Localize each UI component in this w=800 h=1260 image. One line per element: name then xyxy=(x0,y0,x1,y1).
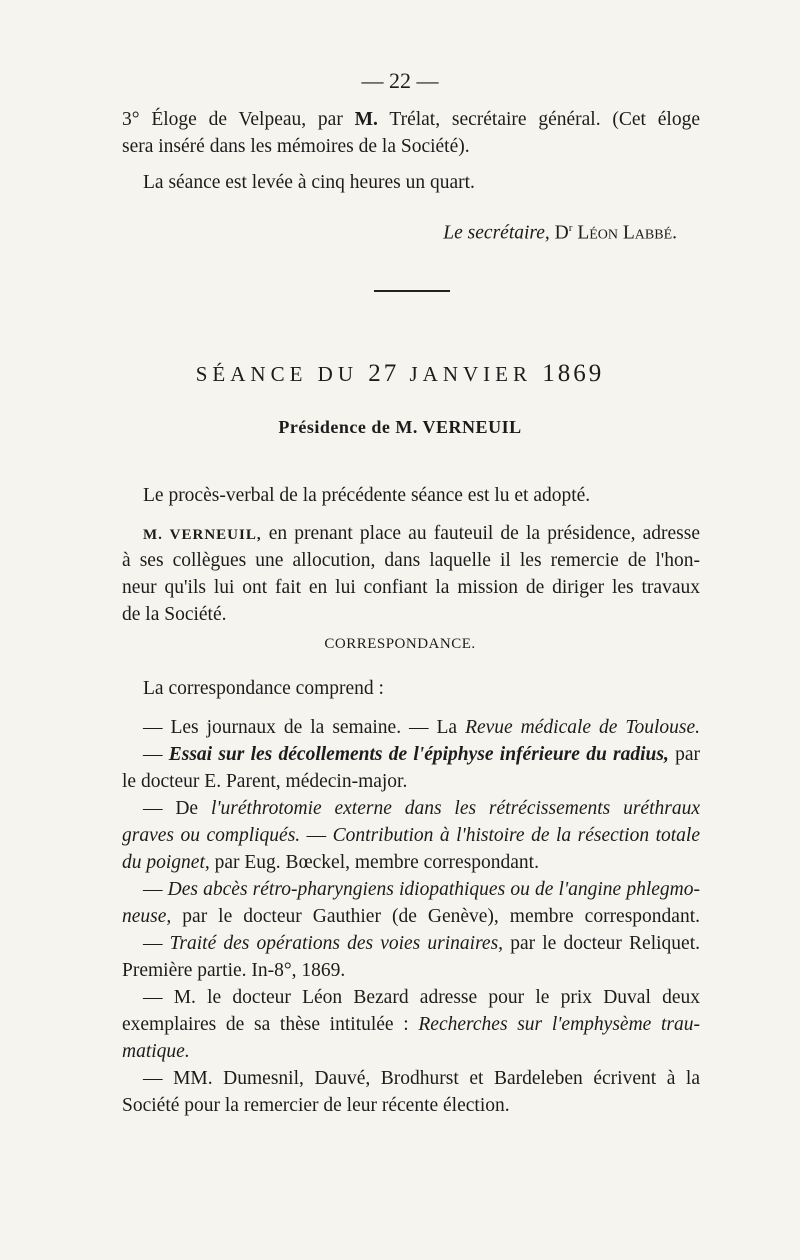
session-heading-prefix: SÉANCE DU xyxy=(195,362,369,386)
corr-item-5-line-1 xyxy=(143,931,700,957)
session-heading xyxy=(0,360,800,388)
corr-item-1-title: Revue médicale de Toulouse. xyxy=(465,717,701,738)
eloge-text-cont: Trélat, secrétaire général. (Cet éloge xyxy=(377,109,700,130)
corr-item-6-line-3: matique. xyxy=(122,1041,190,1062)
corr-item-7-line-2: Société pour la remercier de leur récente élection. xyxy=(122,1095,510,1116)
correspondance-intro: La correspondance comprend : xyxy=(143,678,384,699)
corr-item-1-text: — Les journaux de la semaine. — La xyxy=(143,717,466,738)
corr-item-6-title: Recherches sur l'emphysème trau- xyxy=(418,1014,700,1035)
page-number: — 22 — xyxy=(361,68,439,93)
corr-item-2-line-1 xyxy=(143,742,700,768)
verneuil-text-1: en prenant place au fauteuil de la présidence, adresse xyxy=(261,523,700,544)
corr-item-5-title: Traité des opérations des voies urinaires, xyxy=(169,933,504,954)
corr-item-6-text: exemplaires de sa thèse intitulée : xyxy=(122,1014,419,1035)
session-heading-day: 27 xyxy=(368,360,400,387)
corr-item-4-author: par le docteur Gauthier (de Genève), membre correspondant. xyxy=(171,906,700,927)
eloge-text: Éloge de Velpeau, par xyxy=(151,109,355,130)
verneuil-line-1 xyxy=(143,521,700,548)
secretaire-dr-sup: r xyxy=(568,222,573,234)
corr-item-3-title-2: Contribution à l'histoire de la résection totale xyxy=(332,825,700,846)
presidence-line: Présidence de M. VERNEUIL xyxy=(278,417,522,437)
corr-item-3-line-1 xyxy=(143,796,700,822)
section-divider xyxy=(374,290,450,292)
corr-item-3-dash: — De xyxy=(143,798,211,819)
corr-item-4-dash: — xyxy=(143,879,168,900)
verneuil-line-4: de la Société. xyxy=(122,604,227,625)
corr-item-2-title: Essai sur les décollements de l'épiphyse inférieure du radius, xyxy=(168,744,669,765)
corr-item-3-line-3 xyxy=(122,850,700,876)
corr-item-5-dash: — xyxy=(143,933,170,954)
corr-item-7-line-1: — MM. Dumesnil, Dauvé, Brodhurst et Bardeleben écrivent à la xyxy=(143,1068,700,1089)
corr-item-3-title: l'uréthrotomie externe dans les rétrécissements uréthraux xyxy=(210,798,700,819)
secretaire-name: Léon Labbé. xyxy=(572,222,677,244)
secretaire-dr: D xyxy=(549,222,569,244)
seance-levee: La séance est levée à cinq heures un quart. xyxy=(143,172,475,193)
eloge-line-2: sera inséré dans les mémoires de la Société). xyxy=(122,136,470,157)
corr-item-4-title: Des abcès rétro-pharyngiens idiopathiques ou de l'angine phlegmo- xyxy=(167,879,701,900)
corr-item-5-author: par le docteur Reliquet. xyxy=(503,933,700,954)
eloge-monsieur: M. xyxy=(354,109,378,130)
corr-item-3-line-2 xyxy=(122,823,700,849)
secretaire-signature xyxy=(122,215,677,247)
session-heading-month: JANVIER xyxy=(399,362,543,386)
corr-item-4-line-1 xyxy=(143,877,700,903)
eloge-number: 3° xyxy=(122,109,152,130)
corr-item-5-line-2: Première partie. In-8°, 1869. xyxy=(122,960,346,981)
corr-item-3-title-cont: graves ou compliqués. xyxy=(122,825,301,846)
corr-item-2-dash: — xyxy=(143,744,169,765)
corr-item-6-line-2 xyxy=(122,1012,700,1038)
corr-item-3-author: par Eug. Bœckel, membre correspondant. xyxy=(209,852,539,873)
verneuil-line-3: neur qu'ils lui ont fait en lui confiant la mission de diriger les travaux xyxy=(122,577,700,598)
correspondance-heading: CORRESPONDANCE. xyxy=(324,636,476,652)
proces-verbal: Le procès-verbal de la précédente séance est lu et adopté. xyxy=(143,485,591,506)
verneuil-line-2: à ses collègues une allocution, dans laquelle il les remercie de l'hon- xyxy=(122,550,700,571)
corr-item-3-title-2-cont: du poignet, xyxy=(122,852,210,873)
corr-item-1 xyxy=(143,715,700,741)
session-heading-year: 1869 xyxy=(542,360,605,387)
verneuil-name: M. VERNEUIL, xyxy=(143,527,262,543)
corr-item-6-line-1: — M. le docteur Léon Bezard adresse pour le prix Duval deux xyxy=(143,987,700,1008)
secretaire-label: Le secrétaire, xyxy=(443,222,550,244)
corr-item-2-line-2: le docteur E. Parent, médecin-major. xyxy=(122,771,408,792)
corr-item-4-title-cont: neuse, xyxy=(122,906,172,927)
eloge-line-1 xyxy=(122,107,700,133)
corr-item-3-sep: — xyxy=(300,825,333,846)
corr-item-2-par: par xyxy=(668,744,701,765)
corr-item-4-line-2 xyxy=(122,904,700,930)
